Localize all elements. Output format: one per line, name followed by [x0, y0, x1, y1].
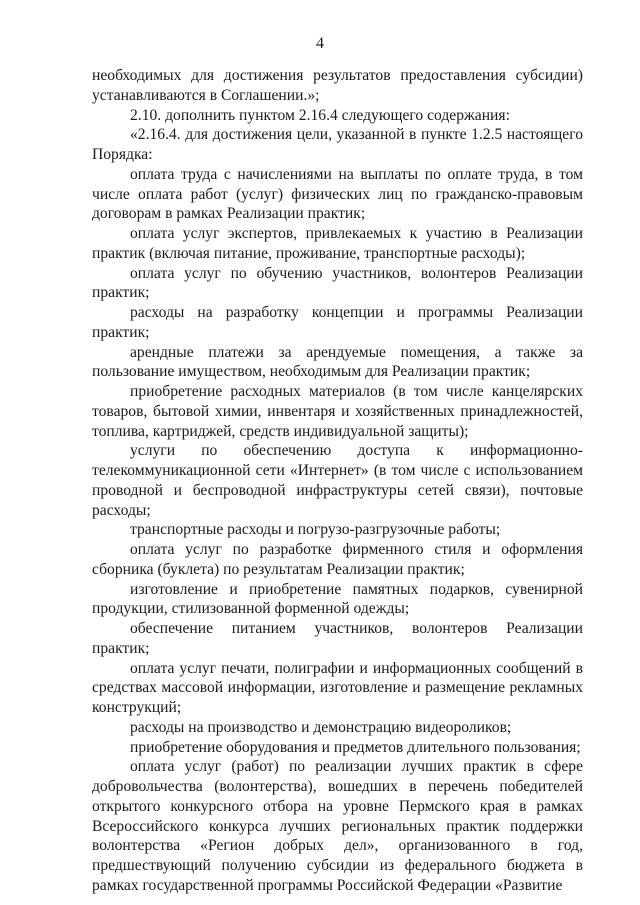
paragraph: приобретение оборудования и предметов длительного пользования;: [130, 738, 581, 756]
paragraph: оплата труда с начислениями на выплаты по оплате труда, в том числе оплата работ (услуг) физических лиц по гражданско-правовым договорам в рамках Реализации практик;: [92, 165, 583, 223]
paragraph: обеспечение питанием участников, волонтеров Реализации практик;: [92, 620, 583, 657]
document-body: [92, 66, 583, 896]
paragraph: «2.16.4. для достижения цели, указанной в пункте 1.2.5 настоящего Порядка:: [92, 126, 583, 163]
paragraph: оплата услуг (работ) по реализации лучших практик в сфере добровольчества (волонтерства), вошедших в перечень победителей открытого конкурсного отбора на уровне Пермского края в рамках Всероссийского конкурса лучших региональных практик поддержки волонтерства «Регион добрых дел», организованного в год, предшествующий получению субсидии из федерального бюджета в рамках государственной программы Российской Федерации «Развитие: [92, 758, 583, 894]
paragraph: услуги по обеспечению доступа к информационно-телекоммуникационной сети «Интернет» (в том числе с использованием проводной и беспроводной инфраструктуры сетей связи), почтовые расходы;: [92, 442, 583, 519]
paragraph: изготовление и приобретение памятных подарков, сувенирной продукции, стилизованной форменной одежды;: [92, 580, 583, 618]
paragraph: расходы на производство и демонстрацию видеороликов;: [130, 718, 512, 736]
paragraph: оплата услуг экспертов, привлекаемых к участию в Реализации практик (включая питание, проживание, транспортные расходы);: [92, 225, 583, 262]
paragraph: 2.10. дополнить пунктом 2.16.4 следующего содержания:: [130, 106, 510, 124]
paragraph: приобретение расходных материалов (в том числе канцелярских товаров, бытовой химии, инвентаря и хозяйственных принадлежностей, топлива, картриджей, средств индивидуальной защиты);: [92, 383, 583, 440]
page-number: 4: [316, 35, 324, 52]
paragraph: арендные платежи за арендуемые помещения, а также за пользование имуществом, необходимым для Реализации практик;: [92, 343, 583, 381]
paragraph: транспортные расходы и погрузо-разгрузочные работы;: [130, 521, 501, 539]
paragraph: оплата услуг печати, полиграфии и информационных сообщений в средствах массовой информации, изготовление и размещение рекламных конструкций;: [92, 659, 583, 716]
paragraph: оплата услуг по обучению участников, волонтеров Реализации практик;: [92, 264, 583, 302]
paragraph: расходы на разработку концепции и программы Реализации практик;: [92, 304, 583, 341]
paragraph: необходимых для достижения результатов предоставления субсидии) устанавливаются в Соглашении.»;: [92, 67, 583, 104]
paragraph: оплата услуг по разработке фирменного стиля и оформления сборника (буклета) по результатам Реализации практик;: [92, 541, 583, 578]
